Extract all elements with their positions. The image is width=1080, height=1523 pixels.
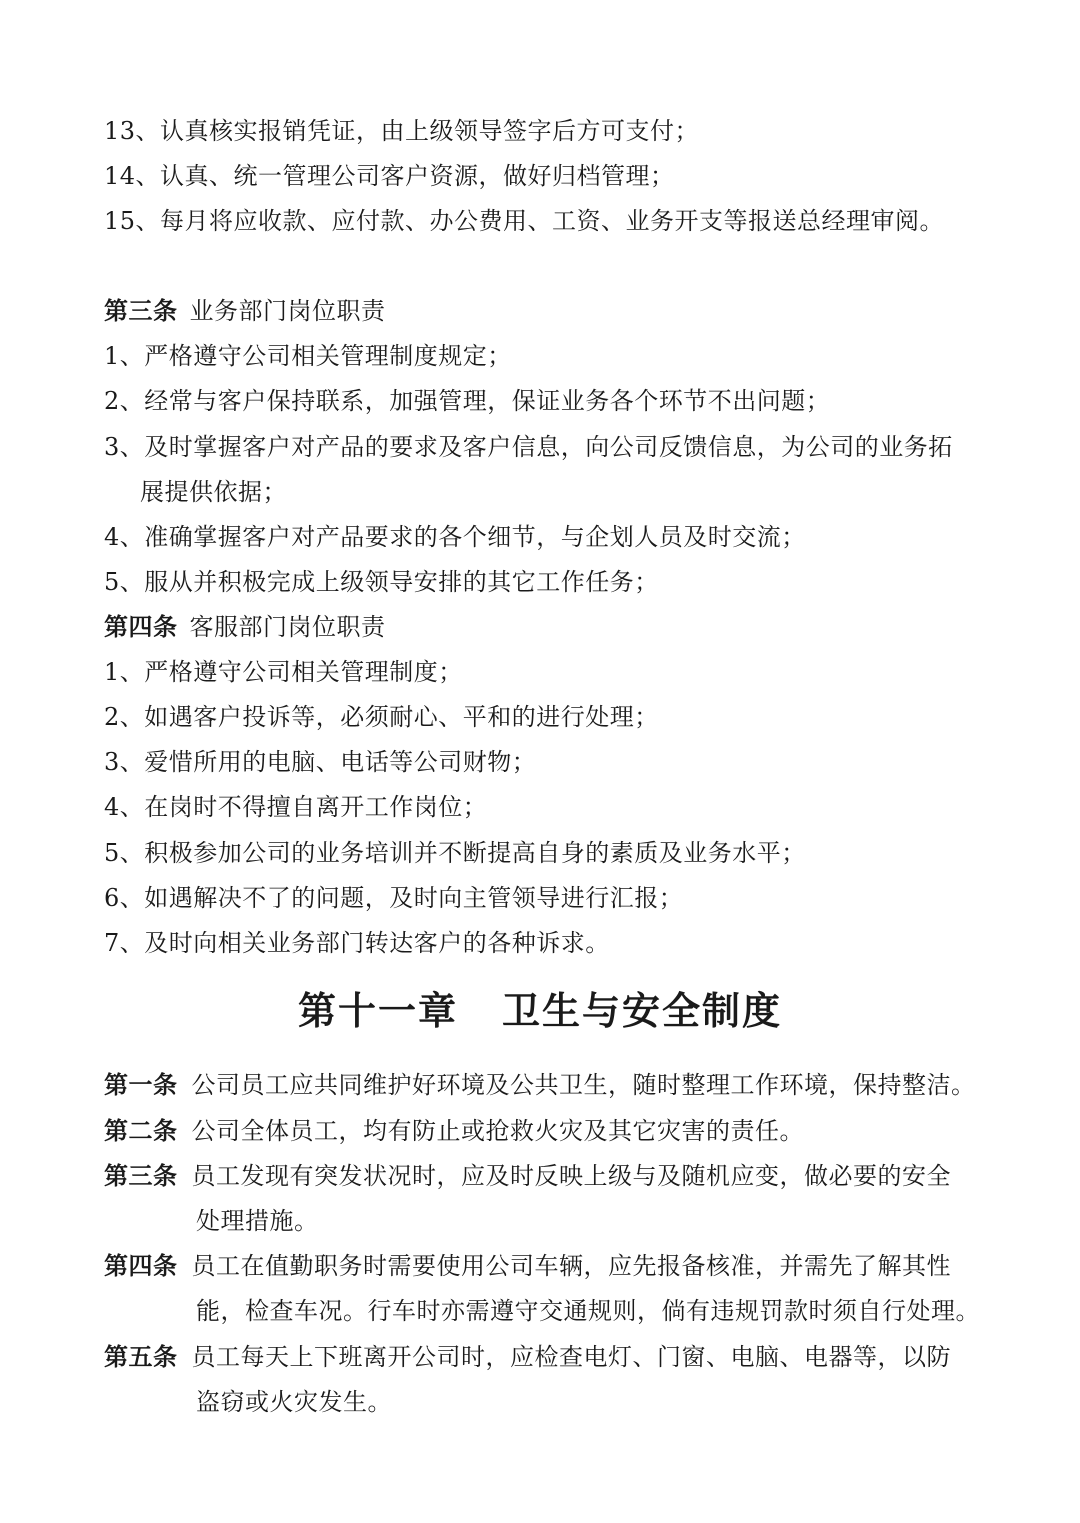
- article-label: 第一条: [104, 1071, 178, 1099]
- section-heading: [104, 612, 386, 642]
- article-text: 员工在值勤职务时需要使用公司车辆，应先报备核准，并需先了解其性: [191, 1252, 951, 1280]
- article-text: 公司员工应共同维护好环境及公共卫生，随时整理工作环境，保持整洁。: [191, 1071, 976, 1099]
- article-label: 第三条: [104, 1162, 178, 1190]
- article-label: 第五条: [104, 1343, 178, 1371]
- section-title: 客服部门岗位职责: [189, 613, 386, 641]
- article-label: 第四条: [104, 1252, 178, 1280]
- article-2: [104, 1116, 804, 1146]
- list-item: 13、认真核实报销凭证，由上级领导签字后方可支付；: [104, 117, 700, 145]
- section-heading: [104, 296, 386, 326]
- list-item: 4、准确掌握客户对产品要求的各个细节，与企划人员及时交流；: [104, 523, 806, 551]
- list-item: 2、经常与客户保持联系，加强管理，保证业务各个环节不出问题；: [104, 387, 831, 415]
- article-text-continuation: 盗窃或火灾发生。: [196, 1388, 392, 1416]
- article-text: 员工发现有突发状况时，应及时反映上级与及随机应变，做必要的安全: [191, 1162, 951, 1190]
- list-item: 1、严格遵守公司相关管理制度规定；: [104, 342, 512, 370]
- chapter-number: 第十一章: [297, 989, 458, 1033]
- chapter-title: 卫生与安全制度: [502, 989, 783, 1033]
- article-3: [104, 1161, 951, 1191]
- list-item: 7、及时向相关业务部门转达客户的各种诉求。: [104, 929, 610, 957]
- list-item: 4、在岗时不得擅自离开工作岗位；: [104, 793, 488, 821]
- list-item: 3、爱惜所用的电脑、电话等公司财物；: [104, 748, 537, 776]
- list-item: 15、每月将应收款、应付款、办公费用、工资、业务开支等报送总经理审阅。: [104, 207, 945, 235]
- chapter-heading: [0, 988, 1080, 1034]
- article-text: 公司全体员工，均有防止或抢救火灾及其它灾害的责任。: [191, 1117, 804, 1145]
- list-item: 5、积极参加公司的业务培训并不断提高自身的素质及业务水平；: [104, 839, 806, 867]
- section-label: 第三条: [104, 297, 178, 325]
- article-label: 第二条: [104, 1117, 178, 1145]
- list-item-continuation: 展提供依据；: [140, 478, 287, 506]
- article-text: 员工每天上下班离开公司时，应检查电灯、门窗、电脑、电器等，以防: [191, 1343, 951, 1371]
- article-text-continuation: 处理措施。: [196, 1207, 319, 1235]
- list-item: 2、如遇客户投诉等，必须耐心、平和的进行处理；: [104, 703, 659, 731]
- list-item: 1、严格遵守公司相关管理制度；: [104, 658, 463, 686]
- article-text-continuation: 能，检查车况。行车时亦需遵守交通规则，倘有违规罚款时须自行处理。: [196, 1297, 980, 1325]
- list-item: 6、如遇解决不了的问题，及时向主管领导进行汇报；: [104, 884, 684, 912]
- section-label: 第四条: [104, 613, 178, 641]
- list-item: 3、及时掌握客户对产品的要求及客户信息，向公司反馈信息，为公司的业务拓: [104, 433, 953, 461]
- section-title: 业务部门岗位职责: [189, 297, 386, 325]
- list-item: 5、服从并积极完成上级领导安排的其它工作任务；: [104, 568, 659, 596]
- article-4: [104, 1251, 951, 1281]
- list-item: 14、认真、统一管理公司客户资源，做好归档管理；: [104, 162, 675, 190]
- article-1: [104, 1070, 976, 1100]
- article-5: [104, 1342, 951, 1372]
